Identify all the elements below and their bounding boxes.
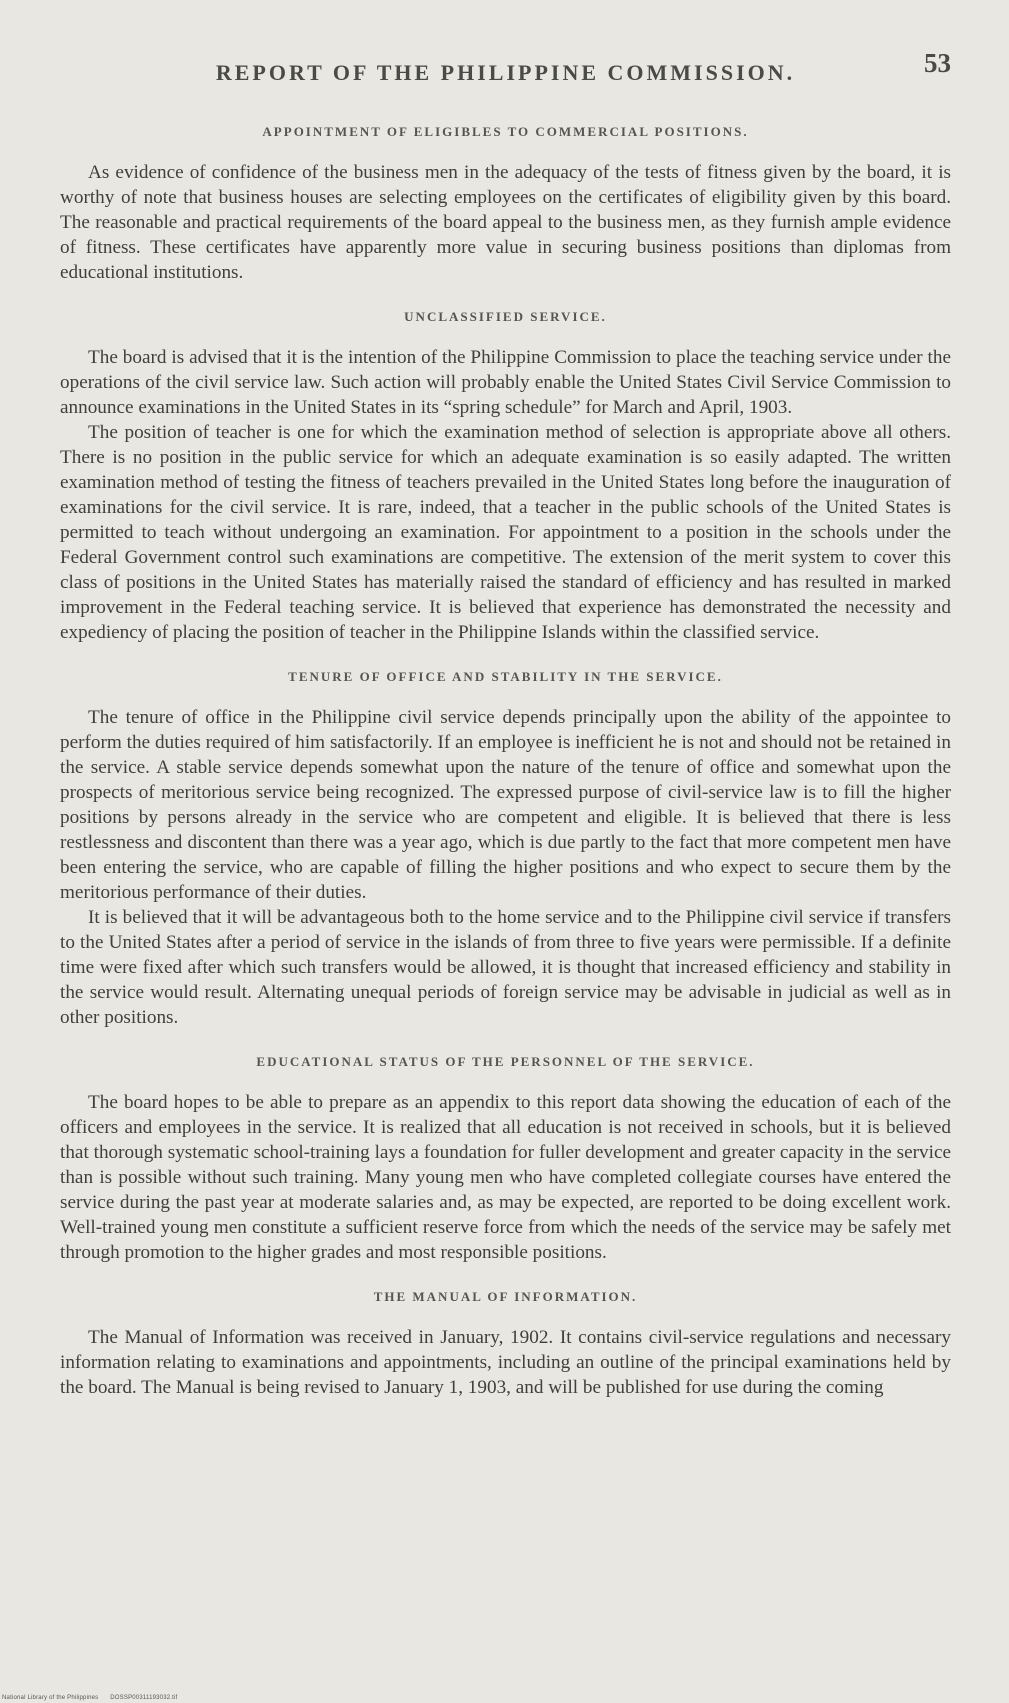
section-heading: EDUCATIONAL STATUS OF THE PERSONNEL OF THE SERVICE.: [256, 1054, 755, 1069]
paragraph: The tenure of office in the Philippine civil service depends principally upon the ability of the appointee to perform the duties required of him satisfactorily. If an employee is inefficient he is not and should not be retained in the service. A stable service depends somewhat upon the nature of the tenure of office and somewhat upon the prospects of meritorious service being recognized. The expressed purpose of civil-service law is to fill the higher positions by persons already in the service who are competent and eligible. It is believed that there is less restlessness and discontent than there was a year ago, which is due partly to the fact that more competent men have been entering the service, who are capable of filling the higher positions and who expect to secure them by the meritorious performance of their duties.: [60, 707, 951, 903]
section-heading: TENURE OF OFFICE AND STABILITY IN THE SERVICE.: [288, 669, 723, 684]
paragraph: The board hopes to be able to prepare as an appendix to this report data showing the education of each of the officers and employees in the service. It is realized that all education is not received in schools, but it is believed that thorough systematic school-training lays a foundation for fuller development and greater capacity in the service than is possible without such training. Many young men who have completed collegiate courses have entered the service during the past year at moderate salaries and, as may be expected, are reported to be doing excellent work. Well-trained young men constitute a sufficient reserve force from which the needs of the service may be safely met through promotion to the higher grades and most responsible positions.: [60, 1092, 951, 1263]
paragraph: It is believed that it will be advantageous both to the home service and to the Philippine civil service if transfers to the United States after a period of service in the islands of from three to five years were permissible. If a definite time were fixed after which such transfers would be allowed, it is thought that increased efficiency and stability in the service would result. Alternating unequal periods of foreign service may be advisable in judicial as well as in other positions.: [60, 907, 951, 1028]
paragraph: The Manual of Information was received in January, 1902. It contains civil-service regulations and necessary information relating to examinations and appointments, including an outline of the principal examinations held by the board. The Manual is being revised to January 1, 1903, and will be published for use during the coming: [60, 1327, 951, 1398]
section-heading: UNCLASSIFIED SERVICE.: [404, 309, 607, 324]
section-tenure-of-office: [60, 669, 951, 1030]
section-educational-status: [60, 1054, 951, 1265]
section-heading: THE MANUAL OF INFORMATION.: [373, 1289, 638, 1304]
page-number: 53: [924, 48, 951, 78]
section-manual-of-information: [60, 1289, 951, 1400]
running-head: [60, 44, 951, 100]
paragraph: The board is advised that it is the intention of the Philippine Commission to place the teaching service under the operations of the civil service law. Such action will probably enable the United States Civil Service Commission to announce examinations in the United States in its “spring schedule” for March and April, 1903.: [60, 347, 951, 418]
section-commercial-positions: [60, 124, 951, 285]
paragraph: As evidence of confidence of the business men in the adequacy of the tests of fitness given by the board, it is worthy of note that business houses are selecting employees on the certificates of eligibility given by this board. The reasonable and practical requirements of the board appeal to the business men, as they furnish ample evidence of fitness. These certificates have apparently more value in securing business positions than diplomas from educational institutions.: [60, 162, 951, 283]
scan-footer: [2, 1695, 187, 1701]
paragraph: The position of teacher is one for which the examination method of selection is appropriate above all others. There is no position in the public service for which an adequate examination is so easily adapted. The written examination method of testing the fitness of teachers prevailed in the United States long before the inauguration of examinations for the civil service. It is rare, indeed, that a teacher in the public schools of the United States is permitted to teach without undergoing an examination. For appointment to a position in the schools under the Federal Government control such examinations are competitive. The extension of the merit system to cover this class of positions in the United States has materially raised the standard of efficiency and has resulted in marked improvement in the Federal teaching service. It is believed that experience has demonstrated the necessity and expediency of placing the position of teacher in the Philippine Islands within the classified service.: [60, 422, 951, 643]
running-title: REPORT OF THE PHILIPPINE COMMISSION.: [215, 60, 796, 85]
footer-code: DOSSP00311193032.tif: [110, 1695, 178, 1701]
footer-library: National Library of the Philippines: [2, 1695, 99, 1701]
section-heading: APPOINTMENT OF ELIGIBLES TO COMMERCIAL POSITIONS.: [262, 124, 749, 139]
section-unclassified-service: [60, 309, 951, 645]
